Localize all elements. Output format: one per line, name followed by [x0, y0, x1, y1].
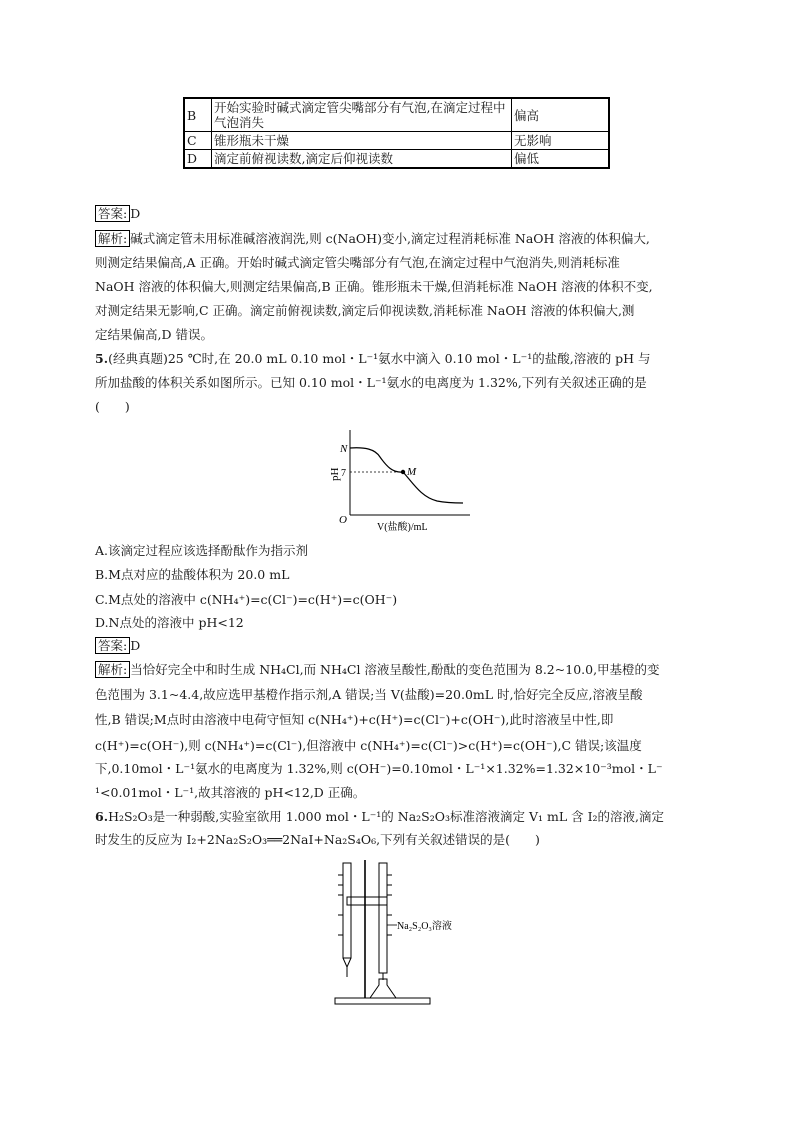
- tick-7-label: 7: [341, 468, 346, 479]
- answer-value: D: [130, 638, 141, 653]
- row-letter: B: [184, 98, 212, 132]
- q4-explain-line: 定结果偏高,D 错误。: [95, 327, 213, 342]
- explain-label: 解析:: [95, 661, 130, 678]
- q4-explain-line: 则测定结果偏高,A 正确。开始时碱式滴定管尖嘴部分有气泡,在滴定过程中气泡消失,则消耗标准: [95, 255, 620, 270]
- q6-stem-line: 时发生的反应为 I₂+2Na₂S₂O₃══2NaI+Na₂S₄O₆,下列有关叙述错误的是( ): [95, 832, 540, 847]
- titration-apparatus: [325, 855, 495, 1010]
- origin-label: O: [339, 514, 347, 526]
- q5-explain-line: 下,0.10mol・L⁻¹氨水的电离度为 1.32%,则 c(OH⁻)=0.10mol・L⁻¹×1.32%=1.32×10⁻³mol・L⁻: [95, 761, 663, 776]
- right-burette: [379, 863, 387, 973]
- q6-stem-line: 6.H₂S₂O₃是一种弱酸,实验室欲用 1.000 mol・L⁻¹的 Na₂S₂O₃标准溶液滴定 V₁ mL 含 I₂的溶液,滴定: [95, 809, 665, 824]
- option-d: D.N点处的溶液中 pH<12: [95, 615, 244, 630]
- left-burette: [343, 863, 351, 958]
- solution-label: Na₂S₂O₃溶液: [397, 921, 452, 932]
- option-a: A.该滴定过程应该选择酚酞作为指示剂: [95, 543, 309, 558]
- row-letter: C: [184, 132, 212, 150]
- point-n-label: N: [340, 443, 348, 455]
- point-m-label: M: [407, 466, 417, 478]
- row-result: 偏高: [512, 98, 610, 132]
- x-axis-label: V(盐酸)/mL: [377, 522, 428, 533]
- ph-titration-graph: [325, 425, 475, 535]
- conical-flask: [370, 979, 396, 998]
- q5-explain-line: ¹<0.01mol・L⁻¹,故其溶液的 pH<12,D 正确。: [95, 785, 366, 800]
- answer-value: D: [130, 206, 141, 221]
- table-row: [184, 150, 609, 169]
- q5-explain-line: 色范围为 3.1~4.4,故应选甲基橙作指示剂,A 错误;当 V(盐酸)=20.0mL 时,恰好完全反应,溶液呈酸: [95, 687, 643, 702]
- option-b: B.M点对应的盐酸体积为 20.0 mL: [95, 567, 290, 582]
- y-axis-label: pH: [329, 467, 341, 481]
- row-desc: 开始实验时碱式滴定管尖嘴部分有气泡,在滴定过程中气泡消失: [212, 98, 512, 132]
- explain-label: 解析:: [95, 230, 130, 247]
- option-c: C.M点处的溶液中 c(NH₄⁺)=c(Cl⁻)=c(H⁺)=c(OH⁻): [95, 592, 398, 607]
- q5-stem-line: ( ): [95, 399, 130, 414]
- row-result: 无影响: [512, 132, 610, 150]
- answer-label: 答案:: [95, 205, 130, 222]
- q4-explain-line: 对测定结果无影响,C 正确。滴定前俯视读数,滴定后仰视读数,消耗标准 NaOH 溶液的体积偏大,测: [95, 303, 635, 318]
- options-table: [183, 97, 610, 169]
- q4-explain-line: NaOH 溶液的体积偏大,则测定结果偏高,B 正确。锥形瓶未干燥,但消耗标准 NaOH 溶液的体积不变,: [95, 279, 653, 294]
- point-m-marker: [401, 470, 405, 474]
- q4-answer: [95, 205, 140, 222]
- q5-explain-line: 解析: 当恰好完全中和时生成 NH₄Cl,而 NH₄Cl 溶液呈酸性,酚酞的变色范围为 8.2~10.0,甲基橙的变: [95, 661, 660, 678]
- q5-answer: [95, 637, 140, 654]
- row-letter: D: [184, 150, 212, 169]
- q5-stem-line: 所加盐酸的体积关系如图所示。已知 0.10 mol・L⁻¹氨水的电离度为 1.32%,下列有关叙述正确的是: [95, 375, 647, 390]
- question-number: 5.: [95, 351, 109, 366]
- row-desc: 滴定前俯视读数,滴定后仰视读数: [212, 150, 512, 169]
- table-row: [184, 132, 609, 150]
- burette-clamp: [347, 897, 387, 905]
- q4-explain-line: 解析: 碱式滴定管未用标准碱溶液润洗,则 c(NaOH)变小,滴定过程消耗标准 NaOH 溶液的体积偏大,: [95, 230, 650, 247]
- row-result: 偏低: [512, 150, 610, 169]
- q5-stem-line: 5.(经典真题)25 ℃时,在 20.0 mL 0.10 mol・L⁻¹氨水中滴入 0.10 mol・L⁻¹的盐酸,溶液的 pH 与: [95, 351, 651, 366]
- row-desc: 锥形瓶未干燥: [212, 132, 512, 150]
- stand-base: [335, 998, 430, 1004]
- q5-explain-line: 性,B 错误;M点时由溶液中电荷守恒知 c(NH₄⁺)+c(H⁺)=c(Cl⁻)+c(OH⁻),此时溶液呈中性,即: [95, 712, 614, 727]
- question-number: 6.: [95, 809, 109, 824]
- q5-explain-line: c(H⁺)=c(OH⁻),则 c(NH₄⁺)=c(Cl⁻),但溶液中 c(NH₄⁺)=c(Cl⁻)>c(H⁺)=c(OH⁻),C 错误;该温度: [95, 738, 642, 753]
- answer-label: 答案:: [95, 637, 130, 654]
- table-row: [184, 98, 609, 132]
